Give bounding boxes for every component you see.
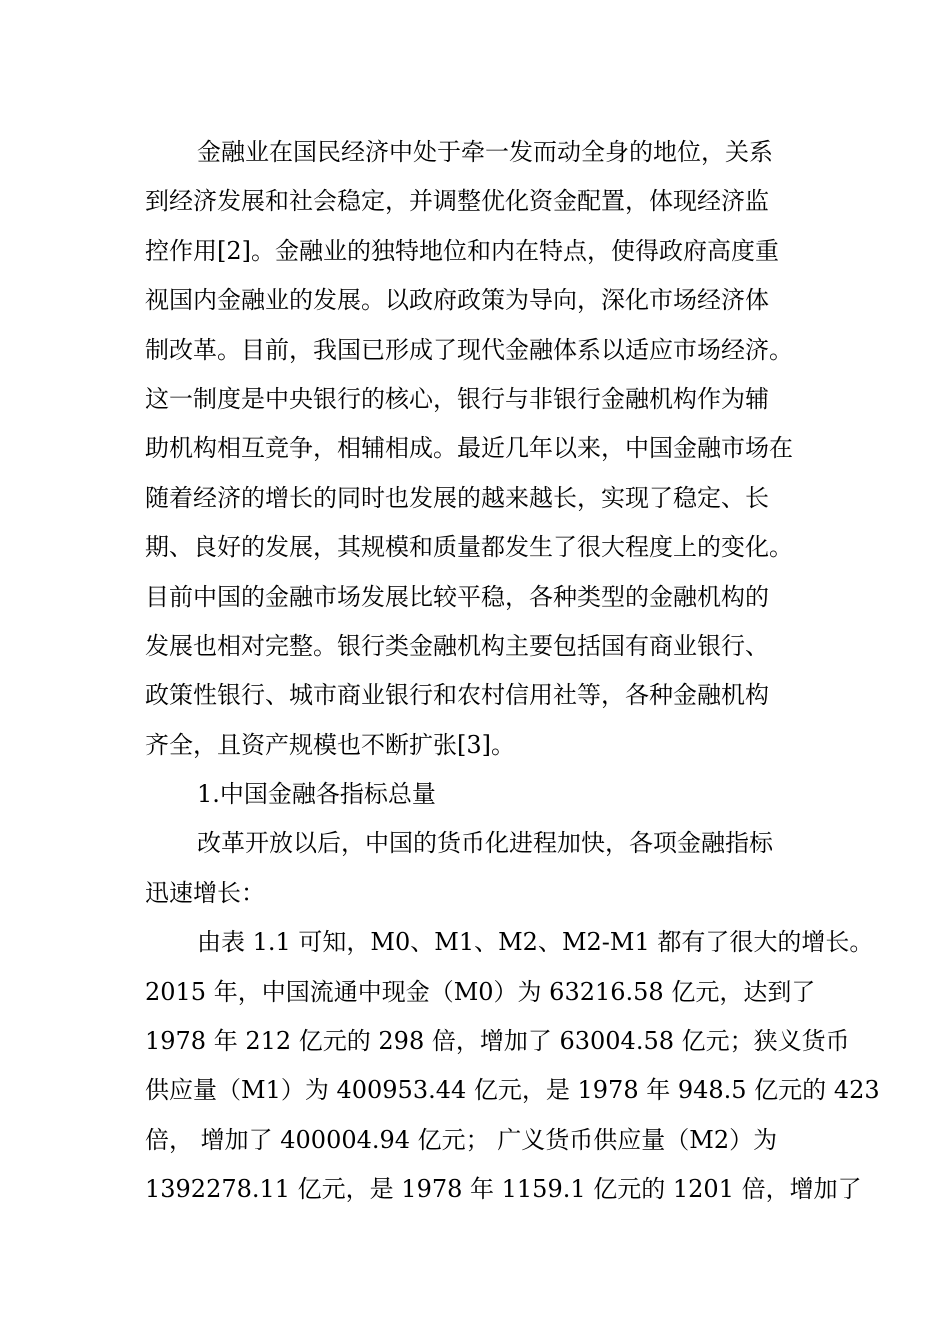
paragraph-line: 倍， 增加了 400004.94 亿元； 广义货币供应量（M2）为 bbox=[145, 1125, 778, 1154]
paragraph-line: 齐全，且资产规模也不断扩张[3]。 bbox=[145, 730, 515, 759]
paragraph-line: 期、良好的发展，其规模和质量都发生了很大程度上的变化。 bbox=[145, 533, 793, 562]
paragraph-line: 金融业在国民经济中处于牵一发而动全身的地位，关系 bbox=[197, 138, 773, 166]
paragraph-line: 目前中国的金融市场发展比较平稳，各种类型的金融机构的 bbox=[145, 582, 769, 611]
paragraph-line: 视国内金融业的发展。以政府政策为导向，深化市场经济体 bbox=[145, 286, 769, 315]
paragraph-line: 供应量（M1）为 400953.44 亿元，是 1978 年 948.5 亿元的 423 bbox=[145, 1076, 880, 1105]
paragraph-line: 发展也相对完整。银行类金融机构主要包括国有商业银行、 bbox=[145, 631, 769, 660]
paragraph-line: 这一制度是中央银行的核心，银行与非银行金融机构作为辅 bbox=[145, 384, 769, 413]
paragraph-line: 由表 1.1 可知，M0、M1、M2、M2-M1 都有了很大的增长。 bbox=[197, 928, 874, 957]
paragraph-line: 1392278.11 亿元，是 1978 年 1159.1 亿元的 1201 倍，增加了 bbox=[145, 1175, 862, 1204]
paragraph-line: 政策性银行、城市商业银行和农村信用社等，各种金融机构 bbox=[145, 681, 769, 710]
paragraph-line: 控作用[2]。金融业的独特地位和内在特点，使得政府高度重 bbox=[145, 236, 779, 265]
paragraph-line: 制改革。目前，我国已形成了现代金融体系以适应市场经济。 bbox=[145, 335, 793, 364]
paragraph-line: 迅速增长： bbox=[145, 878, 265, 907]
paragraph-line: 1978 年 212 亿元的 298 倍，增加了 63004.58 亿元；狭义货币 bbox=[145, 1027, 850, 1056]
body-text bbox=[145, 128, 880, 1215]
paragraph-line: 2015 年，中国流通中现金（M0）为 63216.58 亿元，达到了 bbox=[145, 977, 816, 1006]
paragraph-line: 助机构相互竞争，相辅相成。最近几年以来，中国金融市场在 bbox=[145, 434, 793, 463]
paragraph-line: 改革开放以后，中国的货币化进程加快，各项金融指标 bbox=[197, 829, 773, 858]
paragraph-line: 随着经济的增长的同时也发展的越来越长，实现了稳定、长 bbox=[145, 483, 769, 512]
paragraph-line: 到经济发展和社会稳定，并调整优化资金配置，体现经济监 bbox=[145, 187, 769, 216]
section-heading: 1.中国金融各指标总量 bbox=[197, 780, 436, 809]
